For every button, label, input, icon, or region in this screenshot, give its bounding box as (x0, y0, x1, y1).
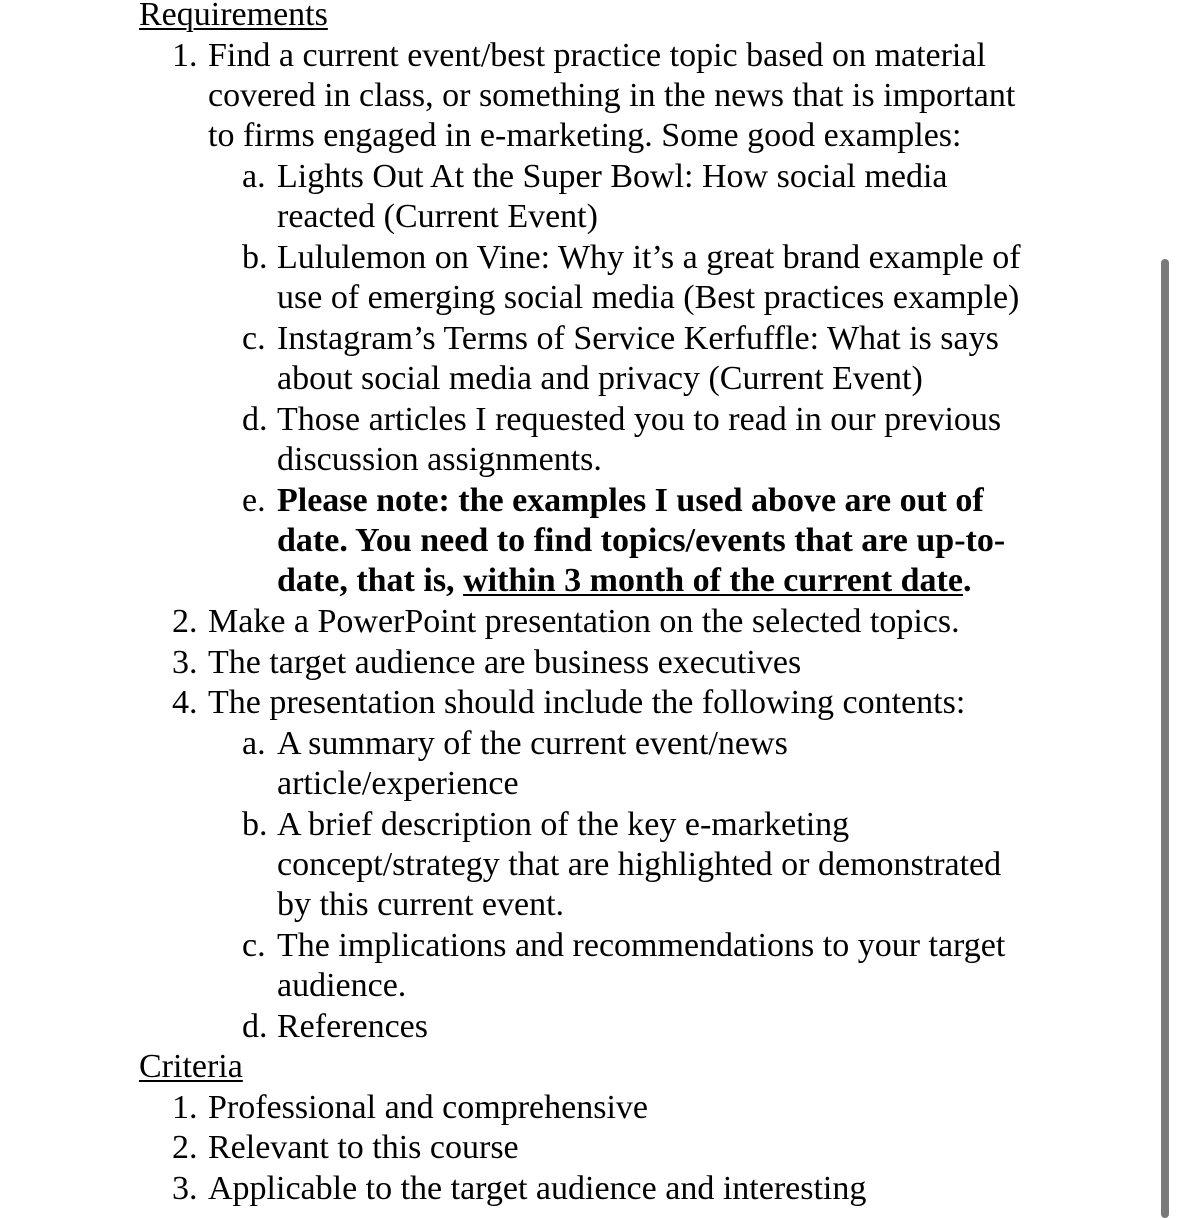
note-line-3 (277, 561, 971, 601)
content-a-line-1: A summary of the current event/news (277, 725, 788, 762)
list-marker: c. (242, 320, 266, 357)
content-b-line-1: A brief description of the key e-marketing (277, 806, 850, 843)
list-marker: a. (242, 725, 266, 762)
list-marker: 3. (172, 644, 198, 681)
criteria-item-2: Relevant to this course (208, 1129, 519, 1166)
criteria-item-3: Applicable to the target audience and interesting (208, 1170, 867, 1207)
example-b-line-2: use of emerging social media (Best practices example) (277, 279, 1020, 316)
example-b-line-1: Lululemon on Vine: Why it’s a great brand example of (277, 239, 1021, 276)
list-marker: 1. (172, 37, 198, 74)
content-a-line-2: article/experience (277, 765, 519, 802)
example-c-line-2: about social media and privacy (Current Event) (277, 360, 923, 397)
list-marker: a. (242, 158, 266, 195)
list-marker: 2. (172, 1129, 198, 1166)
requirement-3-text: The target audience are business executives (208, 644, 802, 681)
requirement-4-text: The presentation should include the following contents: (208, 684, 966, 721)
note-deadline-emphasis: within 3 month of the current date (463, 562, 963, 599)
list-marker: e. (242, 482, 266, 519)
requirement-1-line-2: covered in class, or something in the news that is important (208, 77, 1016, 114)
vertical-scrollbar[interactable] (1161, 259, 1169, 1218)
requirement-1-line-1: Find a current event/best practice topic based on material (208, 37, 986, 74)
example-a-line-2: reacted (Current Event) (277, 198, 598, 235)
content-c-line-2: audience. (277, 967, 407, 1004)
content-c-line-1: The implications and recommendations to your target (277, 927, 1006, 964)
list-marker: 3. (172, 1170, 198, 1207)
list-marker: d. (242, 401, 268, 438)
list-marker: 2. (172, 603, 198, 640)
content-d-line-1: References (277, 1008, 429, 1045)
note-line-3-suffix: . (962, 562, 972, 599)
example-d-line-2: discussion assignments. (277, 441, 602, 478)
content-b-line-2: concept/strategy that are highlighted or demonstrated (277, 846, 1002, 883)
example-d-line-1: Those articles I requested you to read in our previous (277, 401, 1002, 438)
criteria-heading: Criteria (139, 1048, 243, 1085)
note-line-2: date. You need to find topics/events that are up-to- (277, 522, 1006, 559)
list-marker: 1. (172, 1089, 198, 1126)
list-marker: b. (242, 239, 268, 276)
requirement-1-line-3: to firms engaged in e-marketing. Some good examples: (208, 117, 962, 154)
list-marker: 4. (172, 684, 198, 721)
example-a-line-1: Lights Out At the Super Bowl: How social media (277, 158, 948, 195)
list-marker: d. (242, 1008, 268, 1045)
criteria-item-1: Professional and comprehensive (208, 1089, 648, 1126)
list-marker: b. (242, 806, 268, 843)
requirements-heading: Requirements (139, 0, 328, 33)
note-line-1: Please note: the examples I used above are out of (277, 482, 984, 519)
example-c-line-1: Instagram’s Terms of Service Kerfuffle: What is says (277, 320, 999, 357)
list-marker: c. (242, 927, 266, 964)
note-line-3-prefix: date, that is, (277, 562, 464, 599)
content-b-line-3: by this current event. (277, 886, 565, 923)
requirement-2-text: Make a PowerPoint presentation on the selected topics. (208, 603, 960, 640)
